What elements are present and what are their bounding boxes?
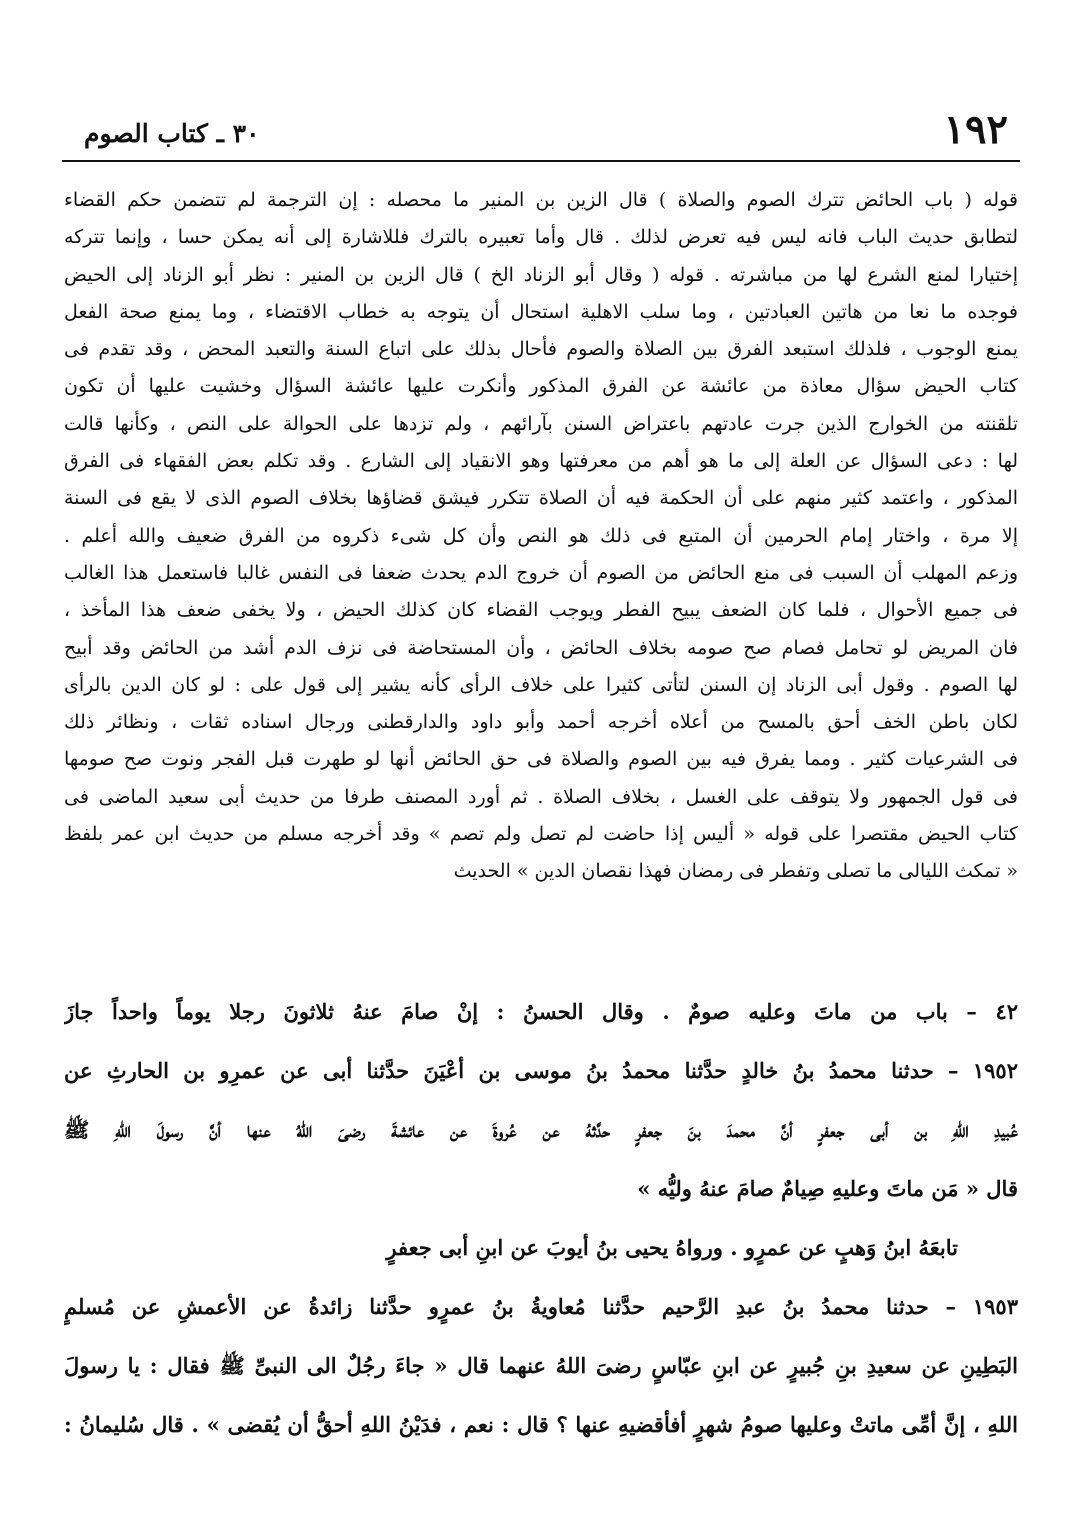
- commentary-line: « تمكث الليالى ما تصلى وتفطر فى رمضان فهذا نقصان الدين » الحديث: [453, 860, 1018, 883]
- commentary-line: المذكور ، واعتمد كثير منهم على أن الحكمة فيه أن الصلاة تتكرر فيشق قضاؤها بخلاف الصوم الذى لا يقع فى السنة: [64, 487, 1018, 510]
- hadith-line: قال « مَن ماتَ وعليهِ صِيامٌ صامَ عنهُ وليُّه »: [637, 1176, 1018, 1201]
- hadith-line: ١٩٥٢ – حدثنا محمدُ بنُ خالدٍ حدَّثنا محمدُ بنُ موسى بن أعْيَنَ حدَّثنا أبى عن عمرِو بن الحارثِ عن: [64, 1058, 1018, 1083]
- page-header: [62, 104, 1020, 162]
- commentary-line: لها الصوم . وقول أبى الزناد إن السنن لتأتى كثيرا على خلاف الرأى كأنه يشير إلى قول على : لو كان الدين بالرأى: [64, 673, 1018, 696]
- commentary-line: إختيارا لمنع الشرع لها من مباشرته . قوله ( وقال أبو الزناد الخ ) قال الزين بن المنير : نظر أبو الزناد إلى الحيض: [64, 263, 1018, 286]
- commentary-line: يمنع الوجوب ، فلذلك استبعد الفرق بين الصلاة والصوم فأحال بذلك على اتباع السنة والتعبد المحض ، وقد تقدم فى: [64, 338, 1018, 361]
- commentary-line: فى الشرعيات كثير . ومما يفرق فيه بين الصوم والصلاة فى حق الحائض أنها لو طهرت قبل الفجر ونوت صح صومها: [64, 748, 1018, 771]
- commentary-line: كتاب الحيض سؤال معاذة من عائشة عن الفرق المذكور وأنكرت عليها عائشة السؤال وخشيت عليها أن تكون: [64, 375, 1018, 398]
- commentary-line: فان المريض لو تحامل فصام صح صومه بخلاف الحائض ، وأن المستحاضة فى نزف الدم أشد من الحائض وقد أبيح: [64, 636, 1018, 659]
- commentary-line: فى جميع الأحوال ، فلما كان الضعف يبيح الفطر ويوجب القضاء كان كذلك الحيض ، ولا يخفى ضعف هذا المأخذ ،: [64, 599, 1018, 622]
- hadith-line: اللهِ ، إنَّ أمِّى ماتتْ وعليها صومُ شهرٍ أفأقضيهِ عنها ؟ قال : نعم ، فدَيْنُ اللهِ أحقُّ أن يُقضى » . قال سُليمانُ :: [64, 1412, 1018, 1437]
- running-title: ٣٠ ـ كتاب الصوم: [84, 119, 260, 148]
- commentary-block: [64, 182, 1018, 891]
- commentary-line: إلا مرة ، واختار إمام الحرمين أن المتبع فى ذلك هو النص وأن كل شىء ذكروه من الفرق ضعيف والله أعلم .: [64, 524, 1018, 547]
- hadith-line: تابعَهُ ابنُ وَهبٍ عن عمرٍو . ورواهُ يحيى بنُ أيوبَ عن ابنِ أبى جعفرٍ: [386, 1235, 958, 1260]
- commentary-line: فى قول الجمهور ولا يتوقف على الغسل ، بخلاف الصلاة . ثم أورد المصنف طرفا من حديث أبى سعيد الماضى فى: [64, 785, 1018, 808]
- commentary-line: لها : دعى السؤال عن العلة إلى ما هو أهم من معرفتها وهو الانقياد إلى الشارع . وقد تكلم بعض الفقهاء فى الفرق: [64, 450, 1018, 473]
- commentary-line: قوله ( باب الحائض تترك الصوم والصلاة ) قال الزين بن المنير ما محصله : إن الترجمة لم تتضمن حكم القضاء: [64, 189, 1018, 211]
- page-number: ١٩٢: [943, 106, 1008, 153]
- commentary-line: فوجده ما نعا من هاتين العبادتين ، وما سلب الاهلية استحال أن يتوجه به خطاب الاقتضاء ، وما يمنع صحة الفعل: [64, 300, 1018, 323]
- hadith-line: ١٩٥٣ – حدثنا محمدُ بنُ عبدِ الرَّحيم حدَّثنا مُعاويةُ بنُ عمرٍو حدَّثنا زائدةُ عن الأعمشِ عن مُسلمٍ: [64, 1294, 1018, 1319]
- commentary-line: وزعم المهلب أن السبب فى منع الحائض من الصوم أن خروج الدم يحدث ضعفا فى النفس غالبا فاستعمل هذا الغالب: [64, 561, 1018, 584]
- hadith-line: عُبيدِ اللهِ بن أبى جعفرٍ أنَّ محمدَ بنَ جعفرٍ حدَّثهُ عن عُروةَ عن عائشةَ رضىَ اللهُ عنها أنَّ رسولَ اللهِ ﷺ: [64, 1117, 1018, 1142]
- hadith-section: [64, 982, 1018, 1454]
- commentary-line: تلقنته من الخوارج الذين جرت عادتهم باعتراض السنن بآرائهم ، ولم تزدها على الحوالة على النص ، وكأنها قالت: [64, 412, 1018, 435]
- commentary-line: لكان باطن الخف أحق بالمسح من أعلاه أخرجه أحمد وأبو داود والدارقطنى ورجال اسناده ثقات ، ونظائر ذلك: [64, 711, 1018, 734]
- hadith-line: البَطِينِ عن سعيدِ بنِ جُبيرٍ عن ابنِ عبّاسٍ رضىَ اللهُ عنهما قال « جاءَ رجُلٌ الى النبىِّ ﷺ فقال : يا رسولَ: [64, 1353, 1018, 1378]
- commentary-line: لتطابق حديث الباب فانه ليس فيه تعرض لذلك . قال وأما تعبيره بالترك فللاشارة إلى أنه يمكن حسا ، وإنما تتركه: [64, 226, 1018, 249]
- commentary-line: كتاب الحيض مقتصرا على قوله « أليس إذا حاضت لم تصل ولم تصم » وقد أخرجه مسلم من حديث ابن عمر بلفظ: [64, 823, 1018, 846]
- hadith-line: ٤٢ – باب من ماتَ وعليه صومٌ . وقال الحسنُ : إنْ صامَ عنهُ ثلاثونَ رجلا يوماً واحداً جازَ: [64, 999, 1018, 1024]
